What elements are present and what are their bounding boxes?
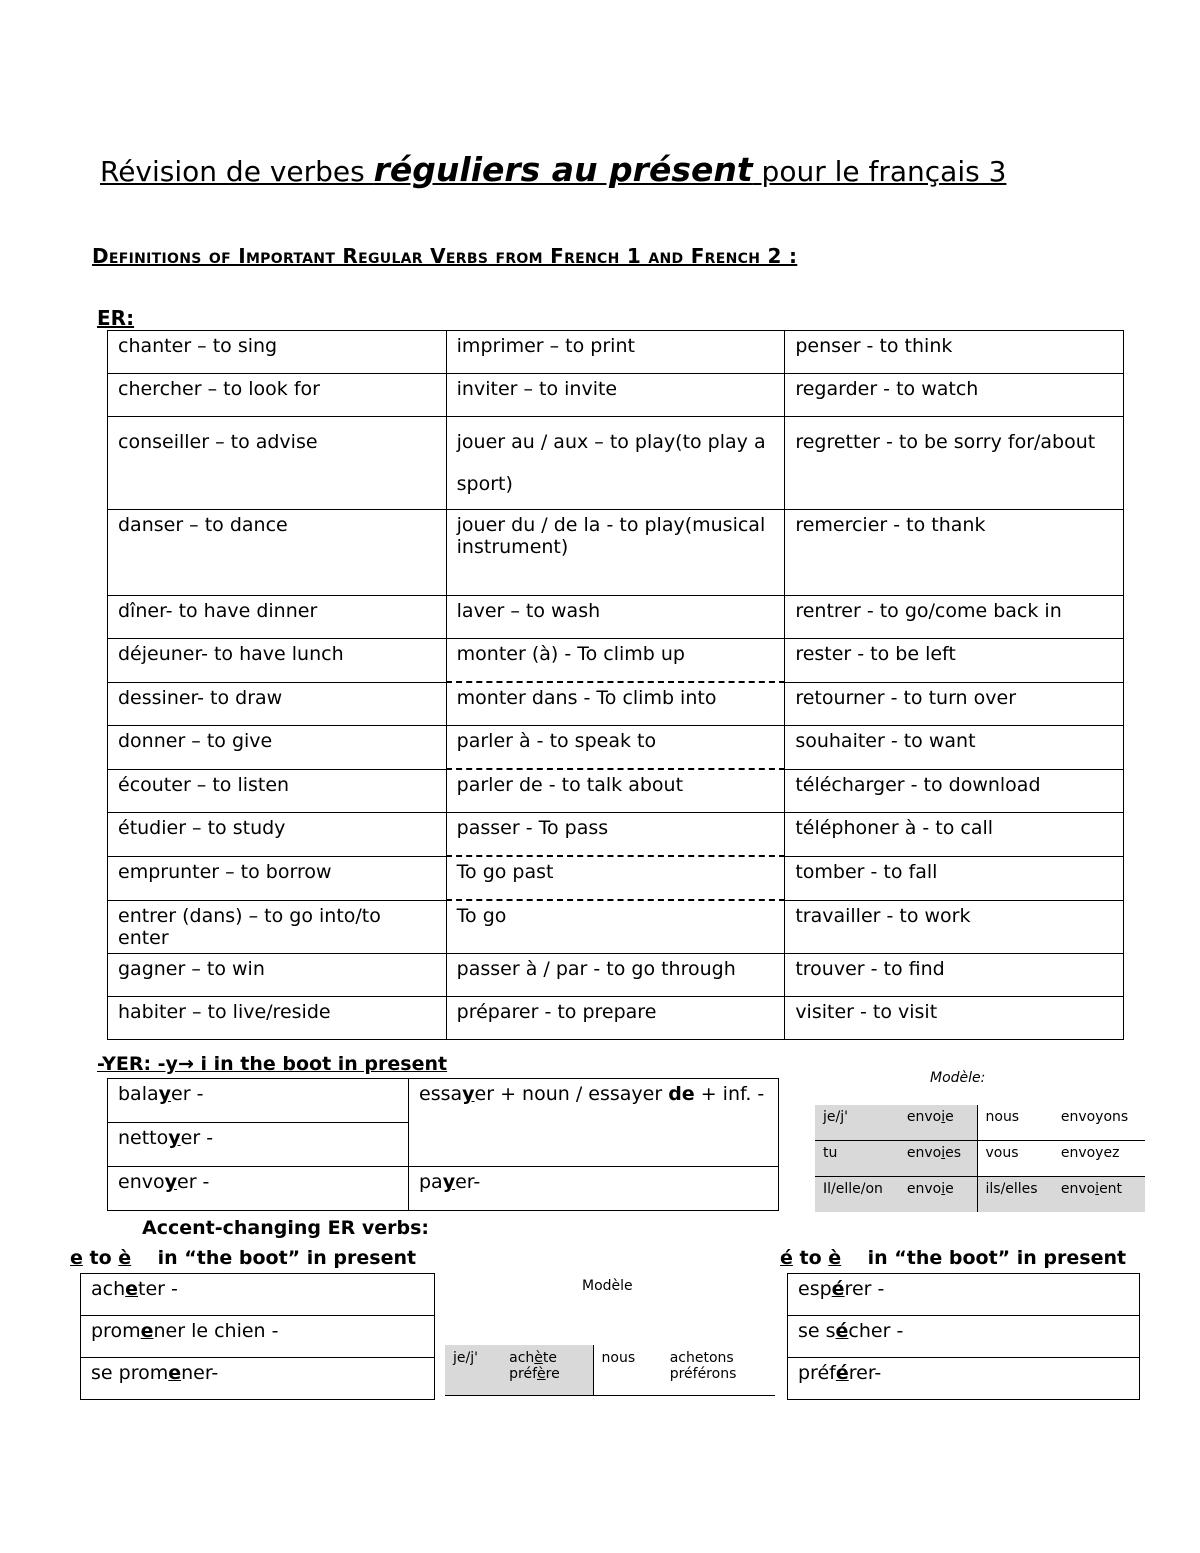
table-row [108, 374, 1124, 417]
model-yer-pronoun: Il/elle/on [815, 1177, 899, 1213]
accent-e-acute-table [787, 1273, 1140, 1400]
accent-e-table [80, 1273, 435, 1400]
er-verb-cell: jouer au / aux – to play(to play a sport) [446, 417, 785, 510]
er-verb-cell: dessiner- to draw [108, 682, 447, 726]
er-verb-cell: entrer (dans) – to go into/to enter [108, 900, 447, 953]
er-verb-cell: penser - to think [785, 331, 1124, 374]
model-yer-form: envoient [1053, 1177, 1145, 1213]
table-row [108, 953, 1124, 996]
model-accent-form: achète préfère [501, 1345, 593, 1396]
er-verb-cell: To go [446, 900, 785, 953]
er-verb-cell: étudier – to study [108, 813, 447, 857]
er-verb-cell: laver – to wash [446, 596, 785, 639]
er-label: ER: [97, 306, 135, 330]
er-verb-cell: trouver - to find [785, 953, 1124, 996]
section-subtitle: Definitions of Important Regular Verbs from French 1 and French 2 : [92, 244, 798, 268]
page-title [100, 150, 1100, 189]
er-verb-cell: écouter – to listen [108, 769, 447, 813]
er-verb-cell: tomber - to fall [785, 856, 1124, 900]
yer-cell-envoyer: envoyer - [108, 1167, 409, 1211]
yer-cell-essayer: essayer + noun / essayer de + inf. - [409, 1079, 779, 1167]
model-yer-pronoun: je/j' [815, 1105, 899, 1141]
er-verb-cell: remercier - to thank [785, 510, 1124, 596]
model-yer-form: envoyez [1053, 1141, 1145, 1177]
model-yer-pronoun: nous [977, 1105, 1053, 1141]
er-verb-cell: donner – to give [108, 726, 447, 770]
er-verb-cell: gagner – to win [108, 953, 447, 996]
table-row [108, 726, 1124, 770]
table-row [108, 682, 1124, 726]
model-yer-form: envoie [899, 1177, 977, 1213]
er-verb-cell: To go past [446, 856, 785, 900]
model-yer-form: envoyons [1060, 1109, 1129, 1125]
er-verb-cell: parler de - to talk about [446, 769, 785, 813]
er-verb-cell: passer à / par - to go through [446, 953, 785, 996]
er-verb-cell: habiter – to live/reside [108, 996, 447, 1039]
yer-cell-balayer: balayer - [108, 1079, 409, 1123]
er-verb-cell: téléphoner à - to call [785, 813, 1124, 857]
accent-verb-cell: se promener- [81, 1358, 435, 1400]
table-row [108, 996, 1124, 1039]
er-verbs-table [107, 330, 1124, 1040]
model-accent-pronoun: nous [593, 1345, 662, 1396]
er-verb-cell: visiter - to visit [785, 996, 1124, 1039]
table-row [108, 417, 1124, 510]
yer-label: -YER: -y→ i in the boot in present [97, 1053, 448, 1075]
model-yer-pronoun: tu [815, 1141, 899, 1177]
yer-cell-nettoyer: nettoyer - [108, 1123, 409, 1167]
er-verb-cell: danser – to dance [108, 510, 447, 596]
er-verb-cell: souhaiter - to want [785, 726, 1124, 770]
er-verb-cell: dîner- to have dinner [108, 596, 447, 639]
model-yer-pronoun: ils/elles [977, 1177, 1053, 1213]
accent-verb-cell: espérer - [788, 1274, 1140, 1316]
accent-verb-cell: préférer- [788, 1358, 1140, 1400]
er-verb-cell: jouer du / de la - to play(musical instrument) [446, 510, 785, 596]
er-verb-cell: rentrer - to go/come back in [785, 596, 1124, 639]
er-verb-cell: chanter – to sing [108, 331, 447, 374]
er-verb-cell: conseiller – to advise [108, 417, 447, 510]
model-yer-table [815, 1105, 1145, 1212]
accent-verb-cell: acheter - [81, 1274, 435, 1316]
accent-verb-cell: promener le chien - [81, 1316, 435, 1358]
er-verb-cell: passer - To pass [446, 813, 785, 857]
table-row [108, 331, 1124, 374]
accent-left-heading: e to è in “the boot” in present [70, 1247, 417, 1269]
model-yer-form: envoies [899, 1141, 977, 1177]
er-verb-cell: regretter - to be sorry for/about [785, 417, 1124, 510]
model-accent-caption: Modèle [582, 1278, 633, 1294]
er-verb-cell: chercher – to look for [108, 374, 447, 417]
er-verb-cell: travailler - to work [785, 900, 1124, 953]
yer-cell-payer: payer- [409, 1167, 779, 1211]
table-row [108, 639, 1124, 683]
er-verb-cell: télécharger - to download [785, 769, 1124, 813]
model-accent-pronoun: je/j' [445, 1345, 501, 1396]
yer-verbs-table [107, 1078, 779, 1211]
er-verb-cell: rester - to be left [785, 639, 1124, 683]
table-row [108, 596, 1124, 639]
model-accent-form: achetons préférons [662, 1345, 775, 1396]
title-part-3: pour le français 3 [752, 155, 1007, 188]
model-yer-pronoun: vous [977, 1141, 1053, 1177]
er-verb-cell: imprimer – to print [446, 331, 785, 374]
er-verb-cell: monter (à) - To climb up [446, 639, 785, 683]
table-row [108, 813, 1124, 857]
model-yer-caption: Modèle: [930, 1070, 986, 1086]
table-row [108, 900, 1124, 953]
er-verb-cell: monter dans - To climb into [446, 682, 785, 726]
model-yer-form: envoie [899, 1105, 977, 1141]
table-row [108, 510, 1124, 596]
er-verb-cell: regarder - to watch [785, 374, 1124, 417]
title-part-1: Révision de verbes [100, 155, 374, 188]
title-part-2: réguliers au présent [373, 150, 753, 189]
er-verb-cell: parler à - to speak to [446, 726, 785, 770]
table-row [108, 769, 1124, 813]
er-verb-cell: déjeuner- to have lunch [108, 639, 447, 683]
table-row [108, 856, 1124, 900]
accent-verb-cell: se sécher - [788, 1316, 1140, 1358]
model-accent-table [445, 1345, 775, 1396]
accent-heading: Accent-changing ER verbs: [142, 1217, 429, 1239]
er-verb-cell: inviter – to invite [446, 374, 785, 417]
er-verb-cell: préparer - to prepare [446, 996, 785, 1039]
accent-right-heading: é to è in “the boot” in present [780, 1247, 1127, 1269]
er-verb-cell: emprunter – to borrow [108, 856, 447, 900]
er-verb-cell: retourner - to turn over [785, 682, 1124, 726]
